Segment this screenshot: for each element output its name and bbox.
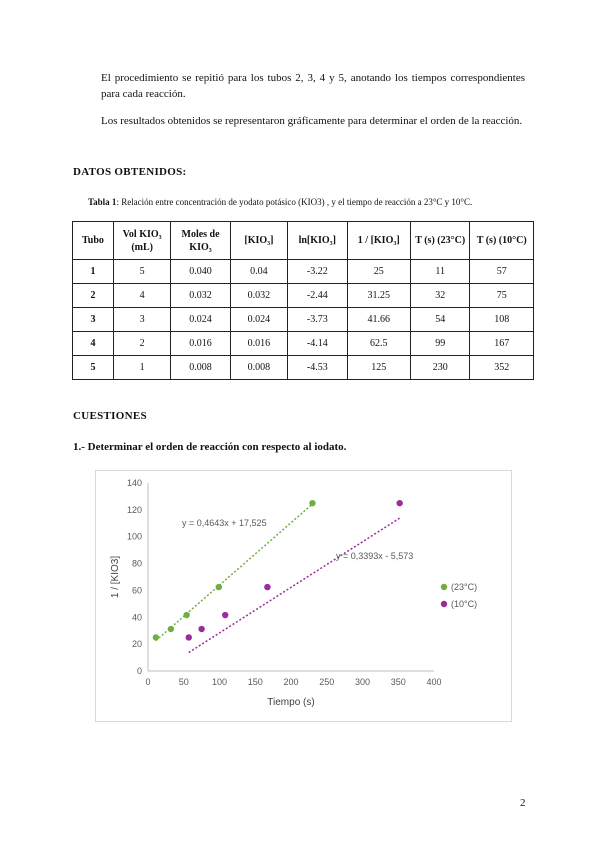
table-cell: 32 — [411, 284, 470, 308]
data-point-series-1 — [216, 584, 222, 590]
header-moles: Moles de KIO₃ — [171, 222, 230, 260]
x-tick-label: 250 — [319, 677, 335, 687]
table-cell: 25 — [347, 260, 411, 284]
table-cell: -3.73 — [288, 308, 347, 332]
y-tick-label: 120 — [126, 504, 142, 515]
header-vol: Vol KIO₃ (mL) — [113, 222, 170, 260]
table-cell: 5 — [113, 260, 170, 284]
table-cell: 5 — [73, 356, 114, 380]
x-tick-label: 100 — [211, 677, 228, 687]
header-time-23c: T (s) (23°C) — [411, 222, 470, 260]
y-tick-label: 20 — [131, 639, 142, 650]
table-cell: 3 — [113, 308, 170, 332]
table-cell: -3.22 — [288, 260, 347, 284]
table-cell: 1 — [113, 356, 170, 380]
table-cell: 0.032 — [171, 284, 230, 308]
paragraph-procedure: El procedimiento se repitió para los tubos 2, 3, 4 y 5, anotando los tiempos correspondientes para cada reacción. — [101, 72, 525, 100]
table-cell: -2.44 — [288, 284, 347, 308]
table-cell: -4.14 — [288, 332, 347, 356]
header-tubo: Tubo — [73, 222, 114, 260]
x-tick-label: 400 — [426, 677, 442, 687]
table-cell: 2 — [73, 284, 114, 308]
x-tick-label: 0 — [145, 677, 151, 687]
data-point-series-1 — [309, 500, 315, 506]
table-cell: 57 — [470, 260, 534, 284]
header-time-10c: T (s) (10°C) — [470, 222, 534, 260]
y-tick-label: 0 — [136, 666, 142, 676]
chart-container — [95, 470, 512, 722]
question-1: 1.- Determinar el orden de reacción con respecto al iodato. — [73, 441, 347, 453]
y-tick-label: 40 — [131, 612, 142, 623]
data-point-series-2 — [186, 634, 192, 640]
table-cell: 4 — [73, 332, 114, 356]
x-tick-label: 50 — [178, 677, 189, 687]
data-point-series-1 — [168, 626, 174, 632]
y-axis-label: 1 / [KIO3] — [110, 555, 121, 599]
data-table — [72, 221, 534, 380]
table-row — [73, 284, 534, 308]
table-caption-text: : Relación entre concentración de yodato potásico (KIO3) , y el tiempo de reacción a 23°C y 10°C. — [116, 197, 473, 207]
trendline-equation: y = 0,3393x - 5,573 — [336, 551, 414, 561]
trendline-equation: y = 0,4643x + 17,525 — [182, 518, 267, 528]
table-cell: 0.04 — [230, 260, 287, 284]
table-header-row — [73, 222, 534, 260]
table-cell: 31.25 — [347, 284, 411, 308]
header-ln-concentration: ln[KIO₃] — [288, 222, 347, 260]
table-cell: 4 — [113, 284, 170, 308]
header-concentration: [KIO₃] — [230, 222, 287, 260]
page-number: 2 — [520, 797, 526, 809]
section-heading-cuestiones: CUESTIONES — [73, 410, 147, 422]
table-cell: 1 — [73, 260, 114, 284]
table-row — [73, 356, 534, 380]
table-cell: 3 — [73, 308, 114, 332]
x-tick-label: 200 — [283, 677, 299, 687]
table-cell: 99 — [411, 332, 470, 356]
x-axis-label: Tiempo (s) — [267, 697, 315, 708]
y-tick-label: 100 — [126, 531, 142, 542]
y-tick-label: 140 — [126, 478, 142, 488]
table-cell: 0.040 — [171, 260, 230, 284]
table-cell: 0.024 — [230, 308, 287, 332]
y-tick-label: 60 — [131, 585, 142, 596]
data-point-series-2 — [396, 500, 402, 506]
x-tick-label: 350 — [390, 677, 406, 687]
table-cell: 0.032 — [230, 284, 287, 308]
table-cell: -4.53 — [288, 356, 347, 380]
x-tick-label: 300 — [354, 677, 371, 687]
table-cell: 125 — [347, 356, 411, 380]
table-cell: 0.024 — [171, 308, 230, 332]
data-point-series-2 — [222, 612, 228, 618]
table-caption — [88, 197, 558, 207]
legend-entry: (10°C) — [451, 599, 478, 609]
table-cell: 11 — [411, 260, 470, 284]
header-inverse-concentration: 1 / [KIO₃] — [347, 222, 411, 260]
table-cell: 0.008 — [171, 356, 230, 380]
data-point-series-2 — [264, 584, 270, 590]
table-cell: 0.016 — [230, 332, 287, 356]
table-cell: 41.66 — [347, 308, 411, 332]
data-point-series-1 — [183, 612, 189, 618]
table-row — [73, 260, 534, 284]
paragraph-results: Los resultados obtenidos se representaron gráficamente para determinar el orden de la reacción. — [101, 115, 523, 127]
table-cell: 167 — [470, 332, 534, 356]
data-point-series-1 — [153, 634, 159, 640]
table-cell: 230 — [411, 356, 470, 380]
table-caption-label: Tabla 1 — [88, 197, 117, 207]
y-tick-label: 80 — [131, 558, 142, 569]
table-cell: 0.008 — [230, 356, 287, 380]
data-point-series-2 — [198, 626, 204, 632]
legend-entry: (23°C) — [451, 582, 478, 592]
legend-marker — [441, 584, 447, 590]
scatter-chart — [96, 471, 511, 721]
table-cell: 75 — [470, 284, 534, 308]
table-row — [73, 332, 534, 356]
table-cell: 0.016 — [171, 332, 230, 356]
table-cell: 108 — [470, 308, 534, 332]
table-cell: 352 — [470, 356, 534, 380]
table-cell: 2 — [113, 332, 170, 356]
section-heading-datos: DATOS OBTENIDOS: — [73, 166, 187, 178]
table-cell: 62.5 — [347, 332, 411, 356]
table-cell: 54 — [411, 308, 470, 332]
table-row — [73, 308, 534, 332]
legend-marker — [441, 601, 447, 607]
x-tick-label: 150 — [247, 677, 263, 687]
